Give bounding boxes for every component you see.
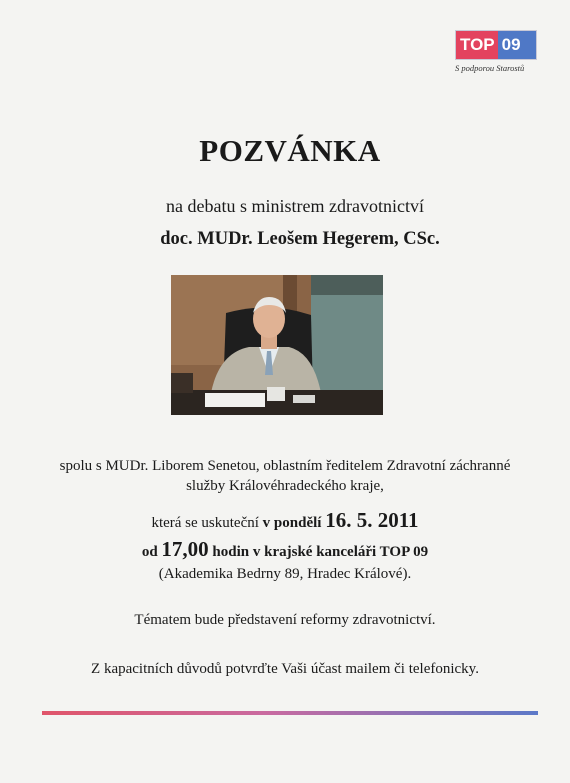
date-prefix: která se uskuteční xyxy=(151,515,263,531)
date-line xyxy=(0,508,570,533)
intro-text: na debatu s ministrem zdravotnictví xyxy=(166,196,424,216)
date-day: v pondělí xyxy=(262,515,326,531)
footer-stripe xyxy=(42,711,538,715)
time-prefix: od xyxy=(141,544,162,560)
time-suffix: hodin v krajské kanceláři TOP 09 xyxy=(208,544,429,560)
topic: Tématem bude představení reformy zdravotnictví. xyxy=(134,612,436,628)
rsvp-note: Z kapacitních důvodů potvrďte Vaši účast mailem či telefonicky. xyxy=(91,661,479,677)
address: (Akademika Bedrny 89, Hradec Králové). xyxy=(158,566,412,582)
guest-name: doc. MUDr. Leošem Hegerem, CSc. xyxy=(160,229,440,249)
logo-subtitle: S podporou Starostů xyxy=(455,63,525,73)
with-line-2: služby Královéhradeckého kraje, xyxy=(186,478,384,494)
page-title: POZVÁNKA xyxy=(199,133,381,168)
time-line xyxy=(0,537,570,562)
top09-logo xyxy=(455,30,539,73)
date-value: 16. 5. 2011 xyxy=(325,508,419,532)
with-line-1: spolu s MUDr. Liborem Senetou, oblastním ředitelem Zdravotní záchranné xyxy=(59,458,511,474)
logo-number: 09 xyxy=(498,31,536,59)
guest-photo xyxy=(171,275,383,415)
logo-badge xyxy=(455,30,537,60)
time-value: 17,00 xyxy=(161,537,209,561)
logo-top-text: TOP xyxy=(456,31,498,59)
